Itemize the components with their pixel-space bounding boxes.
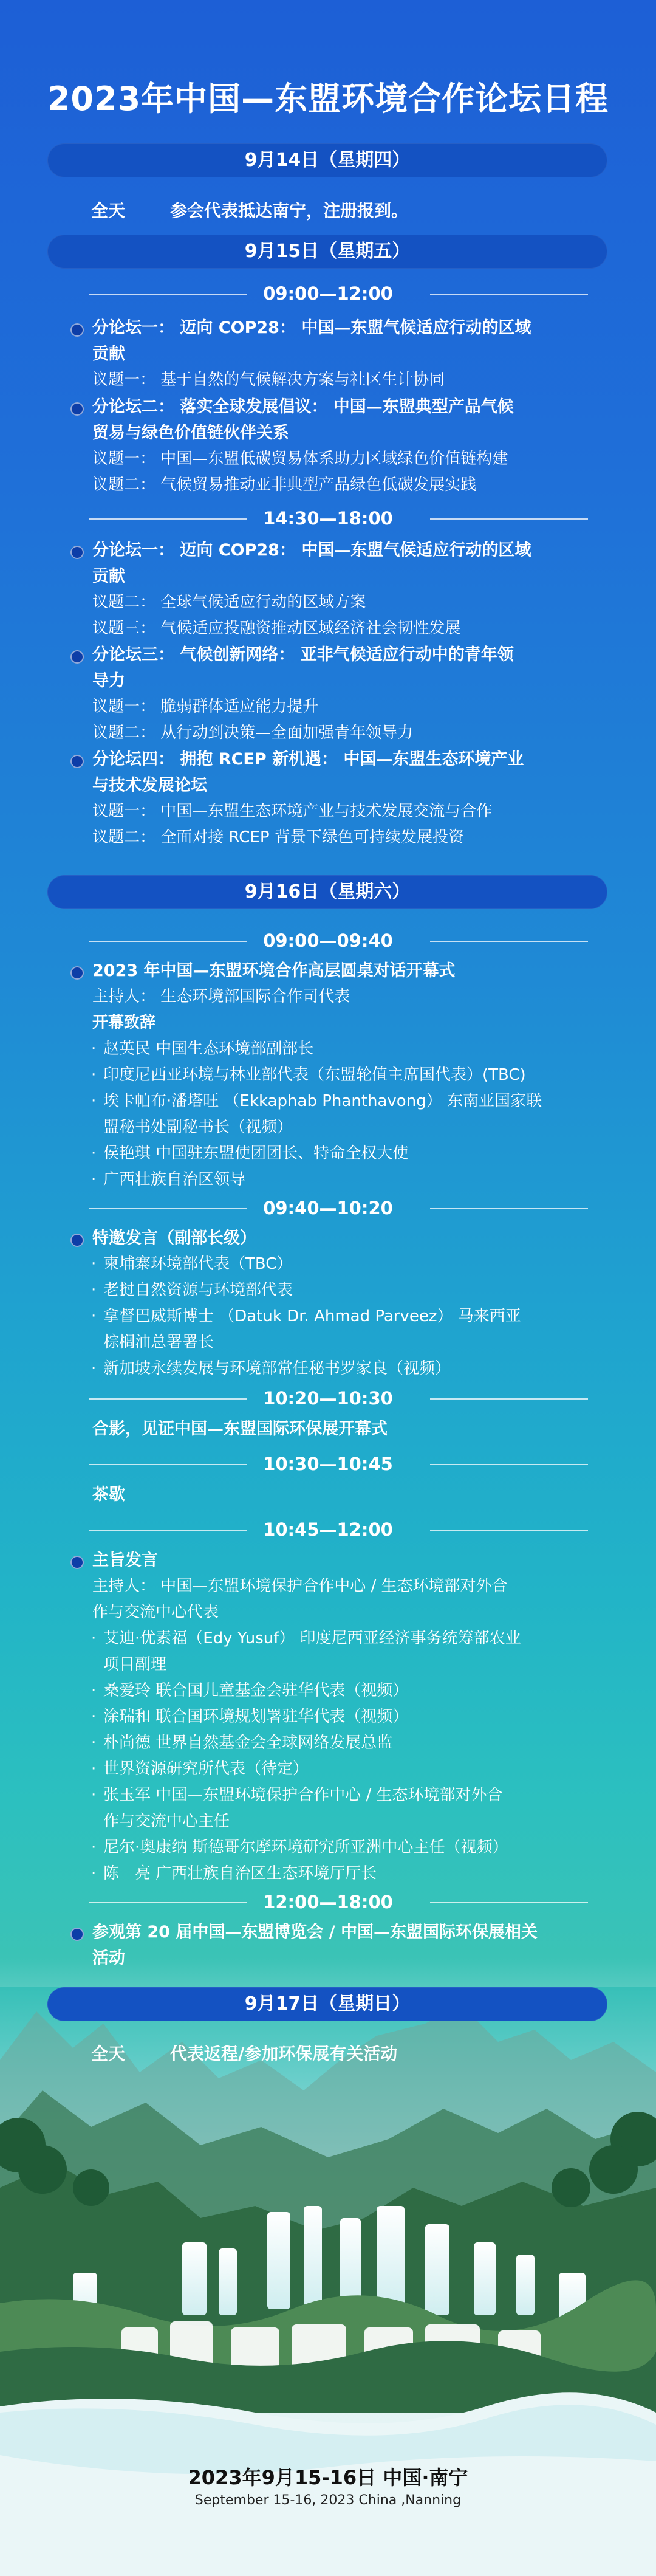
bullet-dot: · xyxy=(91,1734,97,1752)
session-title: 合影，见证中国—东盟国际环保展开幕式 xyxy=(92,1420,388,1438)
time-slot: 10:20—10:30 xyxy=(0,1388,656,1409)
session-title: 参观第 20 届中国—东盟博览会 / 中国—东盟国际环保展相关 活动 xyxy=(92,1923,538,1968)
bullet-dot: · xyxy=(91,1281,97,1299)
speaker-item: 广西壮族自治区领导 xyxy=(103,1170,246,1189)
bullet-dot: · xyxy=(91,1066,97,1084)
time-slot: 12:00—18:00 xyxy=(0,1892,656,1912)
session-title: 2023 年中国—东盟环境合作高层圆桌对话开幕式 xyxy=(92,961,456,980)
bullet-icon xyxy=(70,1556,84,1569)
bullet-icon xyxy=(70,650,84,664)
speaker-item: 埃卡帕布·潘塔旺 （Ekkaphab Phanthavong） 东南亚国家联 xyxy=(103,1092,542,1110)
time-slot: 10:45—12:00 xyxy=(0,1519,656,1540)
host-text: 主持人： 中国—东盟环境保护合作中心 / 生态环境部对外合 作与交流中心代表 xyxy=(92,1577,508,1621)
speaker-item-cont: 棕榈油总署署长 xyxy=(103,1333,214,1352)
forum-title: 分论坛一： 迈向 COP28： 中国—东盟气候适应行动的区域 贡献 xyxy=(92,541,531,586)
day-header-sep15: 9月15日（星期五） xyxy=(47,235,607,269)
speaker-item: 朴尚德 世界自然基金会全球网络发展总监 xyxy=(103,1734,393,1752)
time-label: 全天 xyxy=(91,2044,126,2064)
section-label: 开幕致辞 xyxy=(92,1014,156,1032)
session-title: 茶歇 xyxy=(92,1485,125,1504)
speaker-item: 印度尼西亚环境与林业部代表（东盟轮值主席国代表）(TBC) xyxy=(103,1066,526,1084)
topic-item: 议题三： 气候适应投融资推动区域经济社会韧性发展 xyxy=(92,619,461,637)
topic-item: 议题一： 中国—东盟生态环境产业与技术发展交流与合作 xyxy=(92,802,493,820)
day-header-sep17: 9月17日（星期日） xyxy=(47,1987,607,2021)
footer-date-place: 2023年9月15-16日 中国·南宁 xyxy=(188,2466,468,2489)
speaker-item: 桑爱玲 联合国儿童基金会驻华代表（视频） xyxy=(103,1681,409,1700)
day-header-sep16: 9月16日（星期六） xyxy=(47,875,607,909)
speaker-item: 赵英民 中国生态环境部副部长 xyxy=(103,1040,314,1058)
host-text: 主持人： 生态环境部国际合作司代表 xyxy=(92,987,350,1006)
topic-item: 议题二： 从行动到决策—全面加强青年领导力 xyxy=(92,724,414,742)
bullet-dot: · xyxy=(91,1359,97,1378)
forum-title: 分论坛二： 落实全球发展倡议： 中国—东盟典型产品气候 贸易与绿色价值链伙伴关系 xyxy=(92,397,514,442)
topic-item: 议题一： 脆弱群体适应能力提升 xyxy=(92,698,319,716)
bullet-dot: · xyxy=(91,1760,97,1778)
bullet-dot: · xyxy=(91,1144,97,1163)
speaker-item: 陈 亮 广西壮族自治区生态环境厅厅长 xyxy=(103,1864,377,1883)
speaker-item: 新加坡永续发展与环境部常任秘书罗家良（视频） xyxy=(103,1359,451,1378)
bullet-dot: · xyxy=(91,1307,97,1325)
topic-item: 议题二： 气候贸易推动亚非典型产品绿色低碳发展实践 xyxy=(92,476,477,494)
bullet-dot: · xyxy=(91,1838,97,1856)
time-slot: 09:00—12:00 xyxy=(0,283,656,304)
bullet-dot: · xyxy=(91,1786,97,1804)
page-title: 2023年中国—东盟环境合作论坛日程 xyxy=(47,80,609,118)
bullet-dot: · xyxy=(91,1708,97,1726)
speaker-item: 艾迪·优素福（Edy Yusuf） 印度尼西亚经济事务统筹部农业 xyxy=(103,1629,521,1647)
bullet-icon xyxy=(70,323,84,337)
bullet-icon xyxy=(70,966,84,980)
speaker-item-cont: 作与交流中心主任 xyxy=(103,1812,230,1830)
forum-title: 分论坛三： 气候创新网络： 亚非气候适应行动中的青年领 导力 xyxy=(92,645,514,690)
speaker-item: 柬埔寨环境部代表（TBC） xyxy=(103,1255,293,1273)
topic-item: 议题一： 基于自然的气候解决方案与社区生计协同 xyxy=(92,371,445,389)
time-slot: 14:30—18:00 xyxy=(0,508,656,529)
time-slot: 09:40—10:20 xyxy=(0,1198,656,1218)
session-title: 主旨发言 xyxy=(92,1551,158,1570)
bullet-icon xyxy=(70,1234,84,1247)
schedule-text: 参会代表抵达南宁，注册报到。 xyxy=(170,201,409,221)
speaker-item: 拿督巴威斯博士 （Datuk Dr. Ahmad Parveez） 马来西亚 xyxy=(103,1307,521,1325)
session-title: 特邀发言（副部长级） xyxy=(92,1229,256,1248)
time-slot: 09:00—09:40 xyxy=(0,930,656,951)
footer-english: September 15-16, 2023 China ,Nanning xyxy=(194,2493,462,2508)
speaker-item-cont: 盟秘书处副秘书长（视频） xyxy=(103,1118,293,1136)
day-header-sep14: 9月14日（星期四） xyxy=(47,143,607,177)
bullet-icon xyxy=(70,1928,84,1941)
time-label: 全天 xyxy=(91,201,126,221)
speaker-item: 世界资源研究所代表（待定） xyxy=(103,1760,309,1778)
speaker-item-cont: 项目副理 xyxy=(103,1655,167,1674)
bullet-icon xyxy=(70,546,84,559)
forum-title: 分论坛四： 拥抱 RCEP 新机遇： 中国—东盟生态环境产业 与技术发展论坛 xyxy=(92,750,524,795)
bullet-dot: · xyxy=(91,1681,97,1700)
topic-item: 议题二： 全球气候适应行动的区域方案 xyxy=(92,593,366,611)
speaker-item: 张玉军 中国—东盟环境保护合作中心 / 生态环境部对外合 xyxy=(103,1786,503,1804)
speaker-item: 老挝自然资源与环境部代表 xyxy=(103,1281,293,1299)
schedule-text: 代表返程/参加环保展有关活动 xyxy=(170,2044,398,2064)
bullet-icon xyxy=(70,402,84,416)
forum-title: 分论坛一： 迈向 COP28： 中国—东盟气候适应行动的区域 贡献 xyxy=(92,318,531,363)
bullet-dot: · xyxy=(91,1864,97,1883)
speaker-item: 侯艳琪 中国驻东盟使团团长、特命全权大使 xyxy=(103,1144,409,1163)
bullet-dot: · xyxy=(91,1170,97,1189)
bullet-dot: · xyxy=(91,1092,97,1110)
speaker-item: 尼尔·奥康纳 斯德哥尔摩环境研究所亚洲中心主任（视频） xyxy=(103,1838,508,1856)
time-slot: 10:30—10:45 xyxy=(0,1454,656,1474)
topic-item: 议题一： 中国—东盟低碳贸易体系助力区域绿色价值链构建 xyxy=(92,450,508,468)
bullet-dot: · xyxy=(91,1040,97,1058)
bullet-icon xyxy=(70,755,84,768)
bullet-dot: · xyxy=(91,1629,97,1647)
speaker-item: 涂瑞和 联合国环境规划署驻华代表（视频） xyxy=(103,1708,409,1726)
bullet-dot: · xyxy=(91,1255,97,1273)
topic-item: 议题二： 全面对接 RCEP 背景下绿色可持续发展投资 xyxy=(92,828,464,847)
